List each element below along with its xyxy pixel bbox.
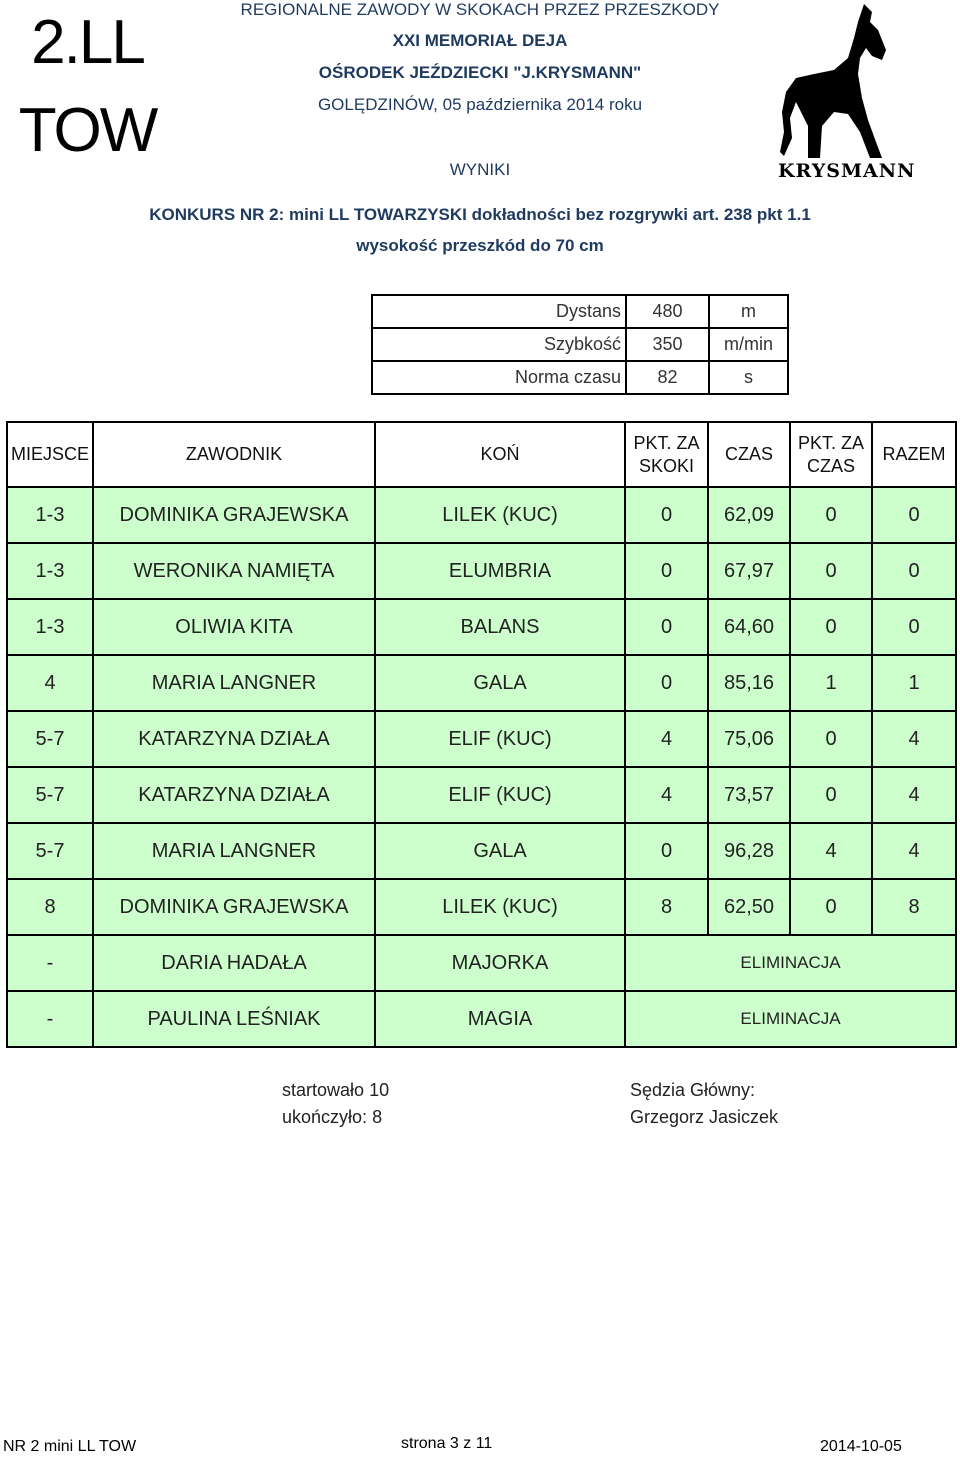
finished-count: 8 [372,1107,383,1127]
cell-horse: LILEK (KUC) [375,879,625,935]
cell-place: 5-7 [7,823,93,879]
cell-place: 1-3 [7,543,93,599]
cell-place: 8 [7,879,93,935]
header-line3: OŚRODEK JEŹDZIECKI "J.KRYSMANN" [318,63,642,82]
param-unit: m/min [709,328,788,361]
started-summary [282,1080,389,1101]
side-title-line1: 2.LL [31,8,144,77]
cell-jump-points: 0 [625,543,708,599]
param-label: Dystans [372,295,626,328]
cell-total: 0 [872,487,956,543]
cell-total: 4 [872,767,956,823]
header-text: SKOKI [638,455,695,476]
cell-time-points: 0 [790,487,872,543]
header-text: PKT. ZA [797,433,864,453]
header-line2: XXI MEMORIAŁ DEJA [392,31,568,50]
cell-time: 75,06 [708,711,790,767]
cell-horse: ELIF (KUC) [375,767,625,823]
cell-horse: LILEK (KUC) [375,487,625,543]
table-row-eliminated [7,991,956,1047]
table-row [7,599,956,655]
cell-rider: DARIA HADAŁA [93,935,375,991]
cell-rider: WERONIKA NAMIĘTA [93,543,375,599]
logo-text: KRYSMANN [778,160,916,182]
cell-time-points: 0 [790,711,872,767]
cell-place: 1-3 [7,487,93,543]
cell-time: 62,50 [708,879,790,935]
cell-horse: ELIF (KUC) [375,711,625,767]
col-header-time-points [790,422,872,487]
col-header-total: RAZEM [872,422,956,487]
finished-label: ukończyło: [282,1107,368,1127]
footer-left: NR 2 mini LL TOW [3,1438,137,1455]
cell-rider: DOMINIKA GRAJEWSKA [93,879,375,935]
cell-time: 85,16 [708,655,790,711]
side-title-line2: TOW [18,96,157,165]
table-row [7,767,956,823]
param-row-distance [372,295,788,328]
param-row-speed [372,328,788,361]
cell-time-points: 1 [790,655,872,711]
cell-time: 67,97 [708,543,790,599]
param-label: Szybkość [372,328,626,361]
table-row [7,655,956,711]
cell-rider: PAULINA LEŚNIAK [93,991,375,1047]
cell-horse: MAGIA [375,991,625,1047]
course-params-table [371,294,789,395]
cell-time: 73,57 [708,767,790,823]
cell-time-points: 4 [790,823,872,879]
col-header-place: MIEJSCE [7,422,93,487]
cell-rider: MARIA LANGNER [93,655,375,711]
table-row [7,823,956,879]
cell-place: - [7,935,93,991]
cell-total: 1 [872,655,956,711]
cell-time-points: 0 [790,879,872,935]
cell-jump-points: 0 [625,823,708,879]
cell-time-points: 0 [790,543,872,599]
cell-jump-points: 0 [625,487,708,543]
results-header-row [7,422,956,487]
cell-total: 4 [872,711,956,767]
footer-page-number: strona 3 z 11 [401,1435,493,1452]
param-value: 82 [626,361,709,394]
cell-total: 8 [872,879,956,935]
param-value: 480 [626,295,709,328]
krysmann-logo [778,2,916,184]
judge-name: Grzegorz Jasiczek [630,1107,779,1127]
cell-jump-points: 8 [625,879,708,935]
table-row [7,543,956,599]
horse-icon [778,2,908,162]
cell-horse: MAJORKA [375,935,625,991]
cell-jump-points: 4 [625,767,708,823]
col-header-time: CZAS [708,422,790,487]
cell-status: ELIMINACJA [625,991,956,1047]
cell-jump-points: 0 [625,655,708,711]
started-label: startowało [282,1080,365,1100]
cell-time-points: 0 [790,599,872,655]
competition-title: KONKURS NR 2: mini LL TOWARZYSKI dokładności bez rozgrywki art. 238 pkt 1.1 [149,205,811,224]
param-unit: m [709,295,788,328]
judge-label: Sędzia Główny: [630,1080,756,1100]
cell-time: 64,60 [708,599,790,655]
param-unit: s [709,361,788,394]
results-table [6,421,957,1048]
results-label: WYNIKI [449,160,511,179]
cell-rider: KATARZYNA DZIAŁA [93,711,375,767]
started-count: 10 [369,1080,390,1100]
cell-place: 5-7 [7,711,93,767]
cell-horse: GALA [375,823,625,879]
cell-jump-points: 0 [625,599,708,655]
competition-subtitle: wysokość przeszkód do 70 cm [356,236,604,255]
cell-time-points: 0 [790,767,872,823]
footer-date: 2014-10-05 [820,1438,902,1455]
cell-rider: MARIA LANGNER [93,823,375,879]
cell-status: ELIMINACJA [625,935,956,991]
cell-place: - [7,991,93,1047]
table-row [7,879,956,935]
cell-horse: ELUMBRIA [375,543,625,599]
cell-jump-points: 4 [625,711,708,767]
header-line4: GOLĘDZINÓW, 05 października 2014 roku [317,95,643,114]
param-value: 350 [626,328,709,361]
cell-rider: DOMINIKA GRAJEWSKA [93,487,375,543]
cell-rider: KATARZYNA DZIAŁA [93,767,375,823]
cell-horse: GALA [375,655,625,711]
table-row [7,711,956,767]
cell-horse: BALANS [375,599,625,655]
finished-summary [282,1107,382,1128]
col-header-jump-points [625,422,708,487]
cell-total: 0 [872,543,956,599]
cell-place: 1-3 [7,599,93,655]
header-text: CZAS [806,455,855,476]
table-row [7,487,956,543]
cell-place: 5-7 [7,767,93,823]
table-row-eliminated [7,935,956,991]
cell-time: 62,09 [708,487,790,543]
param-row-time-limit [372,361,788,394]
cell-place: 4 [7,655,93,711]
header-text: PKT. ZA [633,433,700,453]
param-label: Norma czasu [372,361,626,394]
cell-time: 96,28 [708,823,790,879]
cell-total: 0 [872,599,956,655]
cell-rider: OLIWIA KITA [93,599,375,655]
col-header-horse: KOŃ [375,422,625,487]
col-header-rider: ZAWODNIK [93,422,375,487]
header-line1: REGIONALNE ZAWODY W SKOKACH PRZEZ PRZESZKODY [240,0,720,19]
cell-total: 4 [872,823,956,879]
